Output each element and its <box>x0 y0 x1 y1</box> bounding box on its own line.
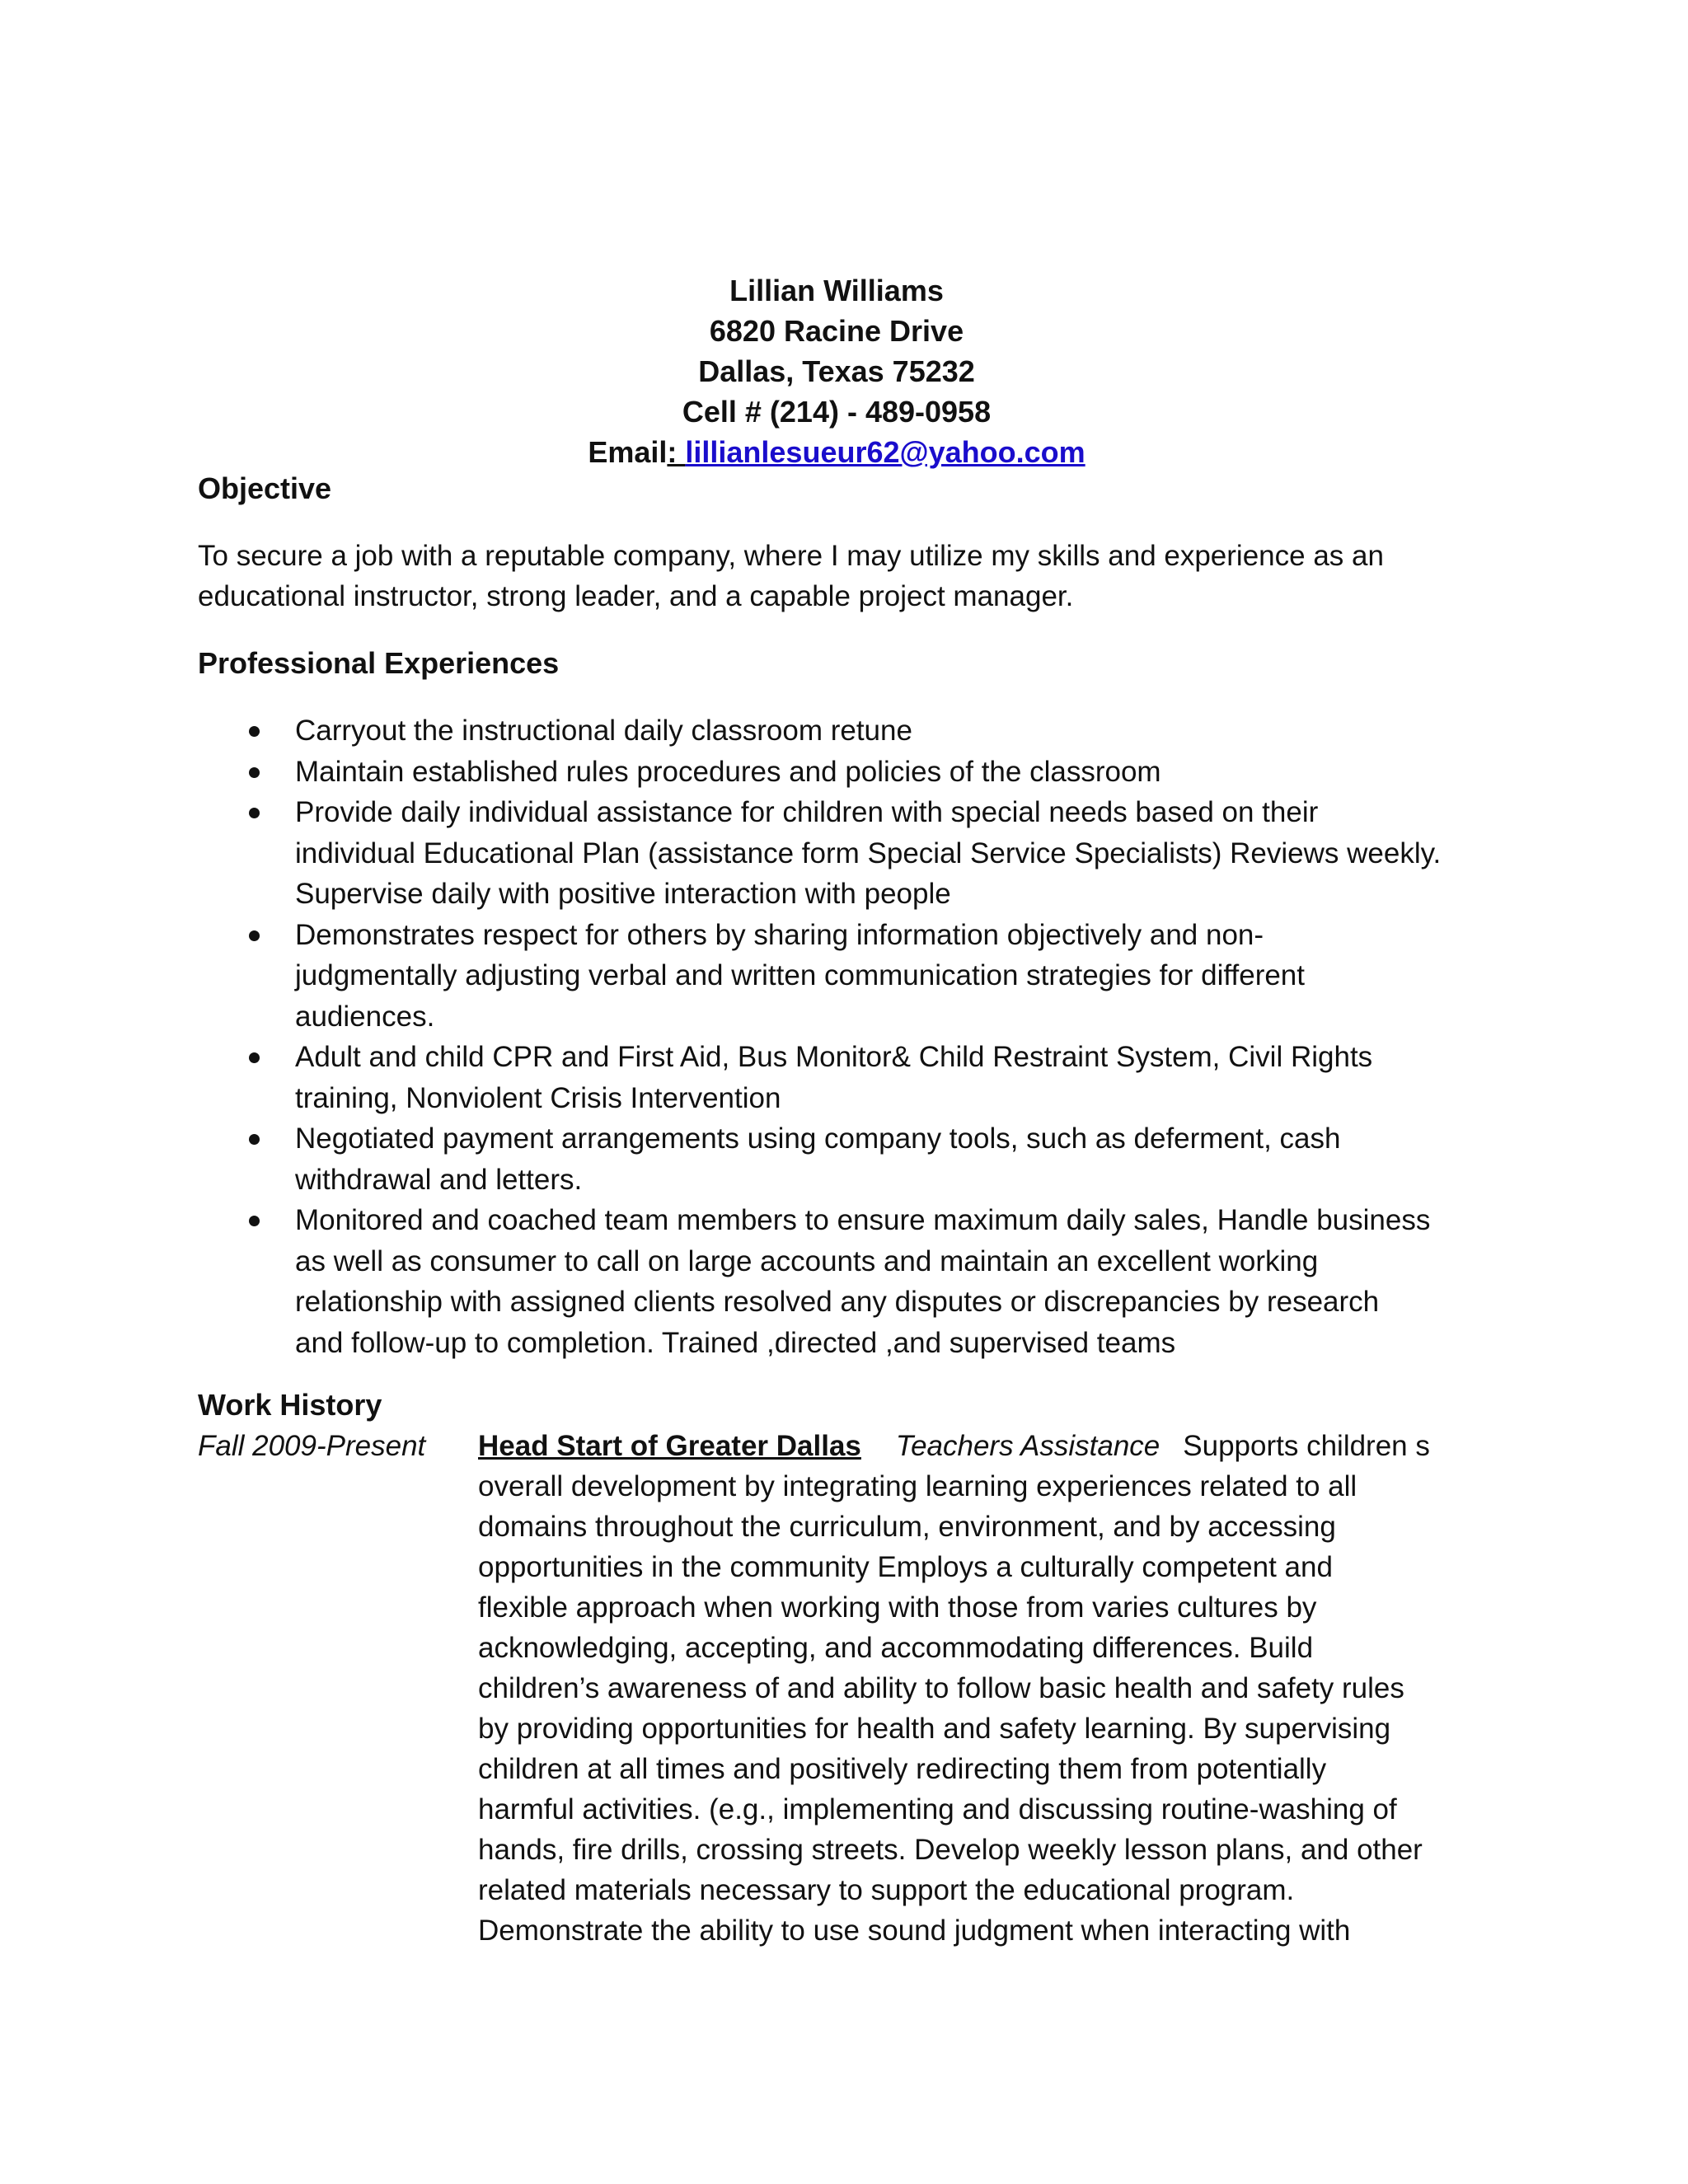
list-item <box>198 710 1492 752</box>
list-item <box>198 792 1492 915</box>
applicant-name: Lillian Williams <box>729 274 944 307</box>
bullet-line: withdrawal and letters. <box>295 1163 583 1196</box>
bullet-icon <box>249 1134 260 1145</box>
work-entry-line: by providing opportunities for health and safety learning. By supervising <box>478 1713 1391 1745</box>
street-address: 6820 Racine Drive <box>709 314 964 348</box>
email-link[interactable]: lillianlesueur62@yahoo.com <box>685 435 1085 469</box>
list-item <box>198 1118 1492 1200</box>
bullet-line: Supervise daily with positive interaction with people <box>295 878 951 910</box>
bullet-icon <box>249 1052 260 1063</box>
bullet-line: and follow-up to completion. Trained ,directed ,and supervised teams <box>295 1326 1176 1359</box>
objective-line: educational instructor, strong leader, and a capable project manager. <box>198 580 1074 612</box>
employer-name: Head Start of Greater Dallas <box>478 1430 861 1462</box>
bullet-line: Adult and child CPR and First Aid, Bus Monitor& Child Restraint System, Civil Rights <box>295 1041 1373 1073</box>
phone-number: Cell # (214) - 489-0958 <box>682 395 992 429</box>
email-line <box>0 432 1673 472</box>
bullet-line: judgmentally adjusting verbal and written communication strategies for different <box>295 959 1305 991</box>
bullet-line: Provide daily individual assistance for children with special needs based on their <box>295 796 1319 828</box>
work-entry-line: harmful activities. (e.g., implementing and discussing routine-washing of <box>478 1793 1397 1825</box>
experience-heading: Professional Experiences <box>198 646 560 680</box>
work-entry-line: children’s awareness of and ability to follow basic health and safety rules <box>478 1672 1404 1704</box>
bullet-line: Carryout the instructional daily classroom retune <box>295 715 912 747</box>
list-item <box>198 752 1492 793</box>
objective-heading: Objective <box>198 471 332 505</box>
work-entry-line: related materials necessary to support the educational program. <box>478 1874 1295 1906</box>
experience-list <box>198 710 1492 1363</box>
work-entry-date: Fall 2009-Present <box>198 1430 426 1462</box>
bullet-line: relationship with assigned clients resolved any disputes or discrepancies by research <box>295 1286 1380 1318</box>
bullet-icon <box>249 808 260 818</box>
list-item <box>198 915 1492 1038</box>
bullet-line: as well as consumer to call on large accounts and maintain an excellent working <box>295 1244 1319 1277</box>
work-entry-line: children at all times and positively redirecting them from potentially <box>478 1753 1327 1785</box>
bullet-icon <box>249 767 260 778</box>
bullet-icon <box>249 930 260 941</box>
objective-line: To secure a job with a reputable company, where I may utilize my skills and experience as an <box>198 540 1384 572</box>
list-item <box>198 1037 1492 1118</box>
work-history-heading: Work History <box>198 1388 382 1422</box>
work-entry-description <box>478 1426 1500 1951</box>
bullet-line: Demonstrates respect for others by sharing information objectively and non- <box>295 918 1264 951</box>
bullet-line: Negotiated payment arrangements using company tools, such as deferment, cash <box>295 1122 1341 1155</box>
work-entry-line: hands, fire drills, crossing streets. Develop weekly lesson plans, and other <box>478 1834 1423 1866</box>
bullet-line: audiences. <box>295 1000 435 1033</box>
city-state-zip: Dallas, Texas 75232 <box>698 354 975 388</box>
job-title: Teachers Assistance <box>895 1430 1160 1462</box>
bullet-line: individual Educational Plan (assistance form Special Service Specialists) Reviews weekly. <box>295 837 1442 869</box>
work-entry-line: Demonstrate the ability to use sound judgment when interacting with <box>478 1915 1351 1947</box>
email-colon: : <box>667 435 686 469</box>
list-item <box>198 1200 1492 1363</box>
bullet-line: training, Nonviolent Crisis Intervention <box>295 1081 781 1114</box>
bullet-icon <box>249 1216 260 1226</box>
bullet-line: Maintain established rules procedures and policies of the classroom <box>295 755 1161 788</box>
contact-header <box>0 270 1673 472</box>
work-entry-line: acknowledging, accepting, and accommodating differences. Build <box>478 1632 1314 1664</box>
bullet-line: Monitored and coached team members to ensure maximum daily sales, Handle business <box>295 1204 1431 1236</box>
work-entry-line: domains throughout the curriculum, environment, and by accessing <box>478 1511 1336 1543</box>
work-entry-line: flexible approach when working with those from varies cultures by <box>478 1591 1317 1624</box>
work-entry-line: overall development by integrating learning experiences related to all <box>478 1470 1357 1502</box>
objective-text <box>198 536 1492 616</box>
email-label: Email <box>588 435 668 469</box>
work-entry-lead: Supports children s <box>1183 1430 1430 1462</box>
work-entry-first-line <box>478 1426 1500 1466</box>
bullet-icon <box>249 726 260 737</box>
work-entry-line: opportunities in the community Employs a culturally competent and <box>478 1551 1333 1583</box>
